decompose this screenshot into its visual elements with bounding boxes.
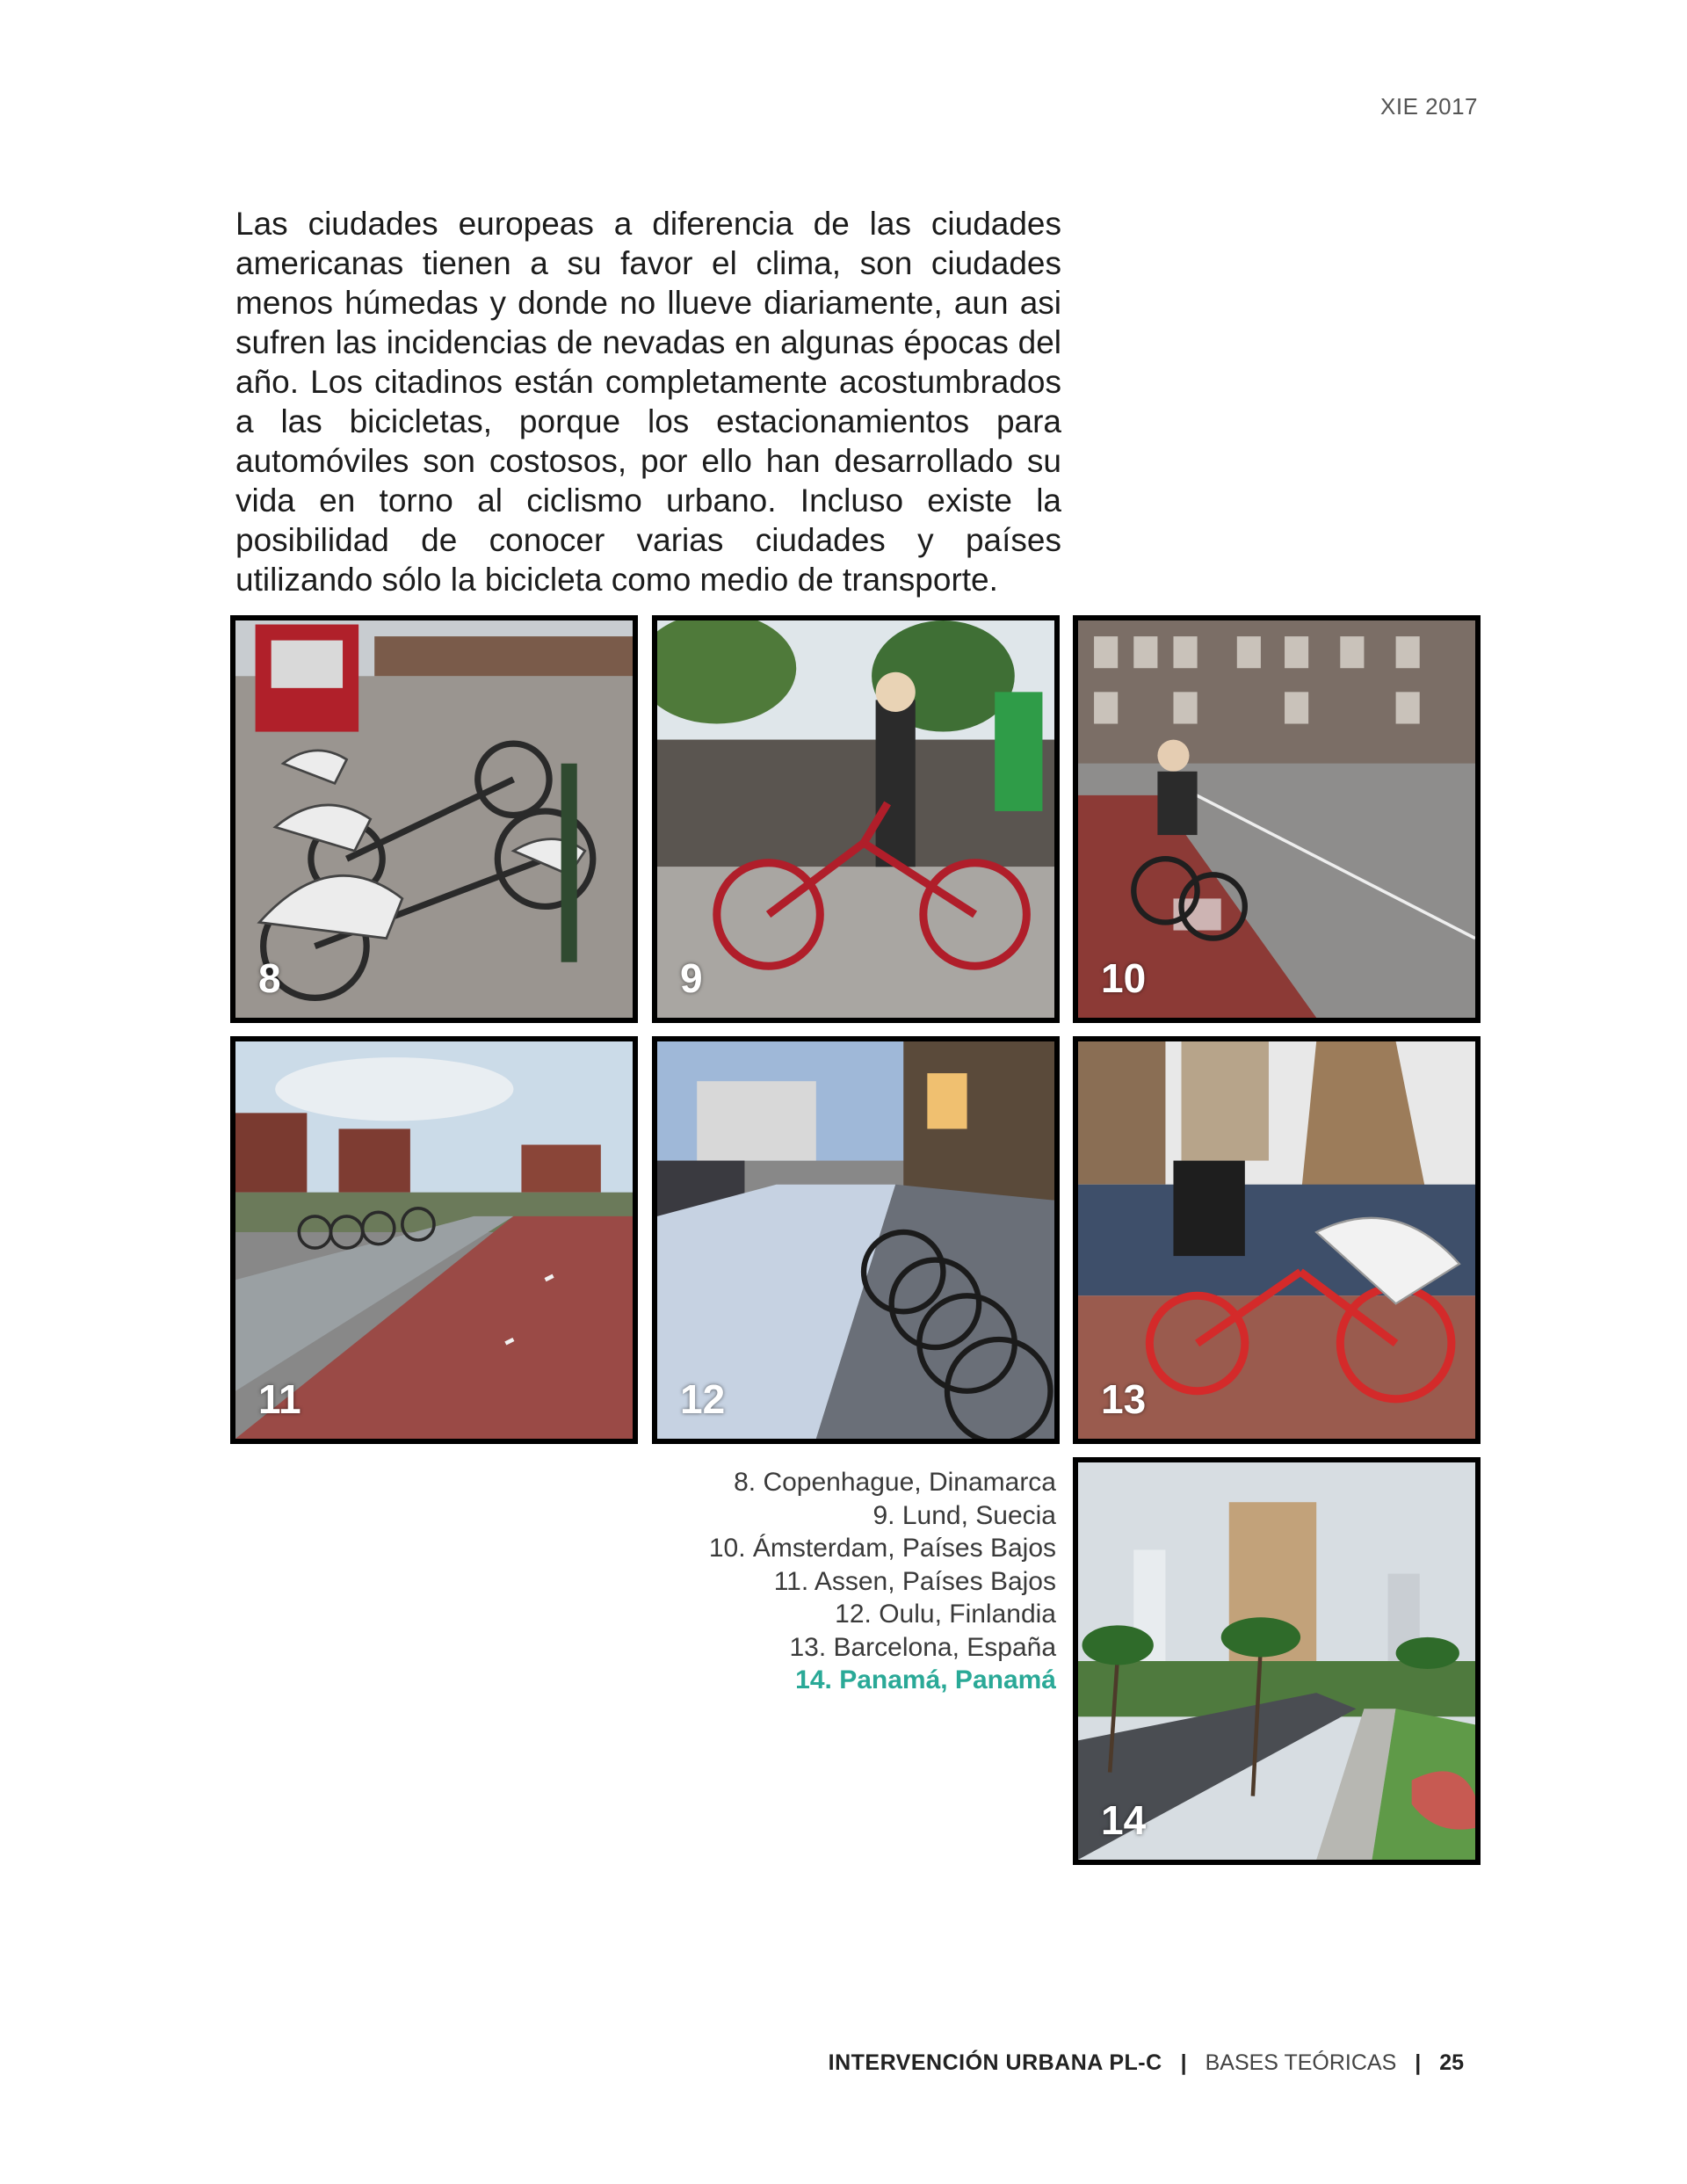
page-footer	[829, 2050, 1464, 2076]
photo-lund-illustration	[657, 620, 1054, 1018]
footer-separator-2: |	[1415, 2050, 1422, 2075]
photo-number-12: 12	[680, 1376, 726, 1422]
caption-9: 9. Lund, Suecia	[872, 1500, 1056, 1530]
caption-8: 8. Copenhague, Dinamarca	[734, 1468, 1056, 1497]
intro-paragraph: Las ciudades europeas a diferencia de las ciudades americanas tienen a su favor el clima, son ciudades menos húmedas y donde no llueve diariamente, aun asi sufren las incidencias de nevadas en algunas épocas del año. Los citadinos están completamente acostumbrados a las bicicletas, porque los estacionamientos para automóviles son costosos, por ello han desarrollado su vida en torno al ciclismo urbano. Incluso existe la posibilidad de conocer varias ciudades y países utilizando sólo la bicicleta como medio de transporte.	[235, 206, 1061, 598]
footer-section-title: BASES TEÓRICAS	[1205, 2050, 1397, 2075]
photo-lund	[652, 615, 1060, 1023]
photo-amsterdam	[1073, 615, 1481, 1023]
caption-12: 12. Oulu, Finlandia	[835, 1600, 1056, 1629]
photo-captions	[617, 1466, 1056, 1697]
caption-14: 14. Panamá, Panamá	[795, 1665, 1056, 1694]
photo-panama	[1073, 1457, 1481, 1865]
photo-barcelona	[1073, 1036, 1481, 1444]
footer-separator-1: |	[1180, 2050, 1187, 2075]
photo-assen	[230, 1036, 638, 1444]
photo-copenhague-illustration	[235, 620, 633, 1018]
caption-10: 10. Ámsterdam, Países Bajos	[708, 1534, 1056, 1563]
caption-11: 11. Assen, Países Bajos	[773, 1566, 1056, 1596]
photo-number-10: 10	[1101, 955, 1147, 1001]
photo-number-13: 13	[1101, 1376, 1147, 1422]
header-year: XIE 2017	[1380, 93, 1478, 120]
footer-project-title: INTERVENCIÓN URBANA PL-C	[828, 2050, 1162, 2075]
photo-number-8: 8	[258, 955, 281, 1001]
photo-oulu	[652, 1036, 1060, 1444]
caption-13: 13. Barcelona, España	[789, 1632, 1056, 1662]
footer-page-number: 25	[1439, 2050, 1464, 2075]
photo-copenhague	[230, 615, 638, 1023]
photo-number-11: 11	[258, 1376, 301, 1422]
photo-number-9: 9	[680, 955, 703, 1001]
photo-number-14: 14	[1101, 1797, 1147, 1843]
